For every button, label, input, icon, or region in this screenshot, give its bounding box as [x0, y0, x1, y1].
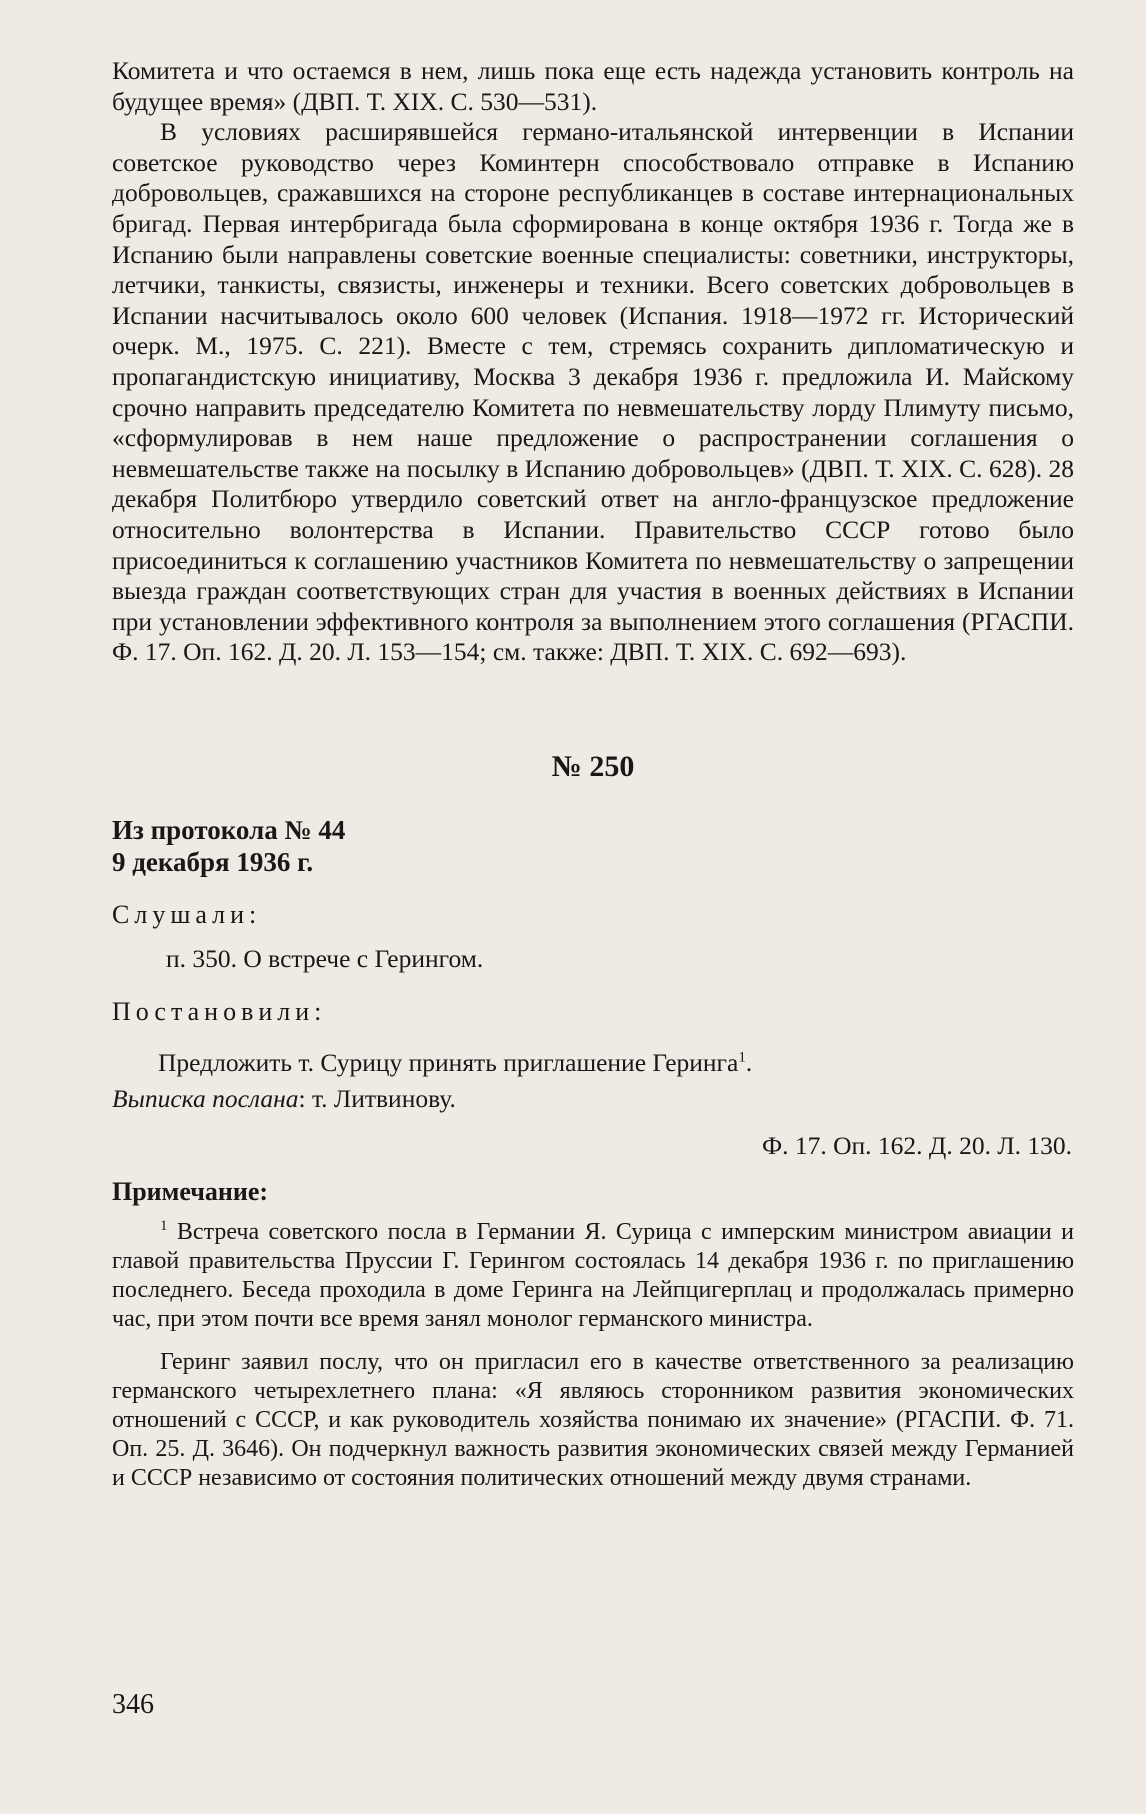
page-number: 346: [112, 1689, 154, 1720]
text-column: [112, 56, 1074, 1493]
note-block: [112, 1218, 1074, 1493]
resolution-body: Предложить т. Сурицу принять приглашение Геринга: [158, 1047, 739, 1077]
resolution-end: .: [745, 1047, 753, 1077]
extract-line: [112, 1084, 1074, 1115]
resolution-text: [112, 1048, 1074, 1079]
note-title: Примечание:: [112, 1177, 269, 1207]
protocol-title: Из протокола № 44: [112, 814, 346, 845]
heard-label: Слушали:: [112, 899, 262, 929]
heard-item: п. 350. О встрече с Герингом.: [166, 944, 484, 974]
note-footnote-mark: 1: [160, 1218, 168, 1235]
extract-label: Выписка послана: [112, 1084, 299, 1114]
footnote-mark: 1: [738, 1049, 746, 1066]
note-paragraph-2: Геринг заявил послу, что он пригласил его в качестве ответственного за реализацию германского четырехлетнего плана: «Я являюсь сторонником развития экономических отношений с СССР, и как руководитель хозяйства понимаю их значение» (РГАСПИ. Ф. 71. Оп. 25. Д. 3646). Он подчеркнул важность развития экономических связей между Германией и СССР независимо от состояния политических отношений между двумя странами.: [112, 1349, 1074, 1492]
note-paragraph-1-text: Встреча советского посла в Германии Я. Сурица с имперским министром авиации и главой правительства Пруссии Г. Герингом состоялась 14 декабря 1936 г. по приглашению последнего. Беседа проходила в доме Геринга на Лейпцигерплац и продолжалась примерно час, при этом почти все время занял монолог германского министра.: [112, 1219, 1074, 1333]
commentary-paragraph: В условиях расширявшейся германо-итальянской интервенции в Испании советское руководство через Коминтерн способствовало отправке в Испанию добровольцев, сражавшихся на стороне республиканцев в составе интернациональных бригад. Первая интербригада была сформирована в конце октября 1936 г. Тогда же в Испанию были направлены советские военные специалисты: советники, инструкторы, летчики, танкисты, связисты, инженеры и техники. Всего советских добровольцев в Испании насчитывалось около 600 человек (Испания. 1918—1972 гг. Исторический очерк. М., 1975. С. 221). Вместе с тем, стремясь сохранить дипломатическую и пропагандистскую инициативу, Москва 3 декабря 1936 г. предложила И. Майскому срочно направить председателю Комитета по невмешательству лорду Плимуту письмо, «сформулировав в нем наше предложение о распространении соглашения о невмешательстве также на посылку в Испанию добровольцев» (ДВП. Т. XIX. С. 628). 28 декабря Политбюро утвердило советский ответ на англо-французское предложение относительно волонтерства в Испании. Правительство СССР готово было присоединиться к соглашению участников Комитета по невмешательству о запрещении выезда граждан соответствующих стран для участия в военных действиях в Испании при установлении эффективного контроля за выполнением этого соглашения (РГАСПИ. Ф. 17. Оп. 162. Д. 20. Л. 153—154; см. также: ДВП. Т. XIX. С. 692—693).: [112, 117, 1074, 667]
document-number: № 250: [551, 749, 635, 783]
note-paragraph: [112, 1218, 1074, 1334]
continuation-paragraph: Комитета и что остаемся в нем, лишь пока еще есть надежда установить контроль на будущее время» (ДВП. Т. XIX. С. 530—531).: [112, 56, 1074, 116]
resolved-label: Постановили:: [112, 997, 327, 1027]
extract-recipient: : т. Литвинову.: [298, 1084, 456, 1114]
archive-reference: Ф. 17. Оп. 162. Д. 20. Л. 130.: [761, 1130, 1072, 1160]
protocol-date: 9 декабря 1936 г.: [112, 846, 314, 877]
